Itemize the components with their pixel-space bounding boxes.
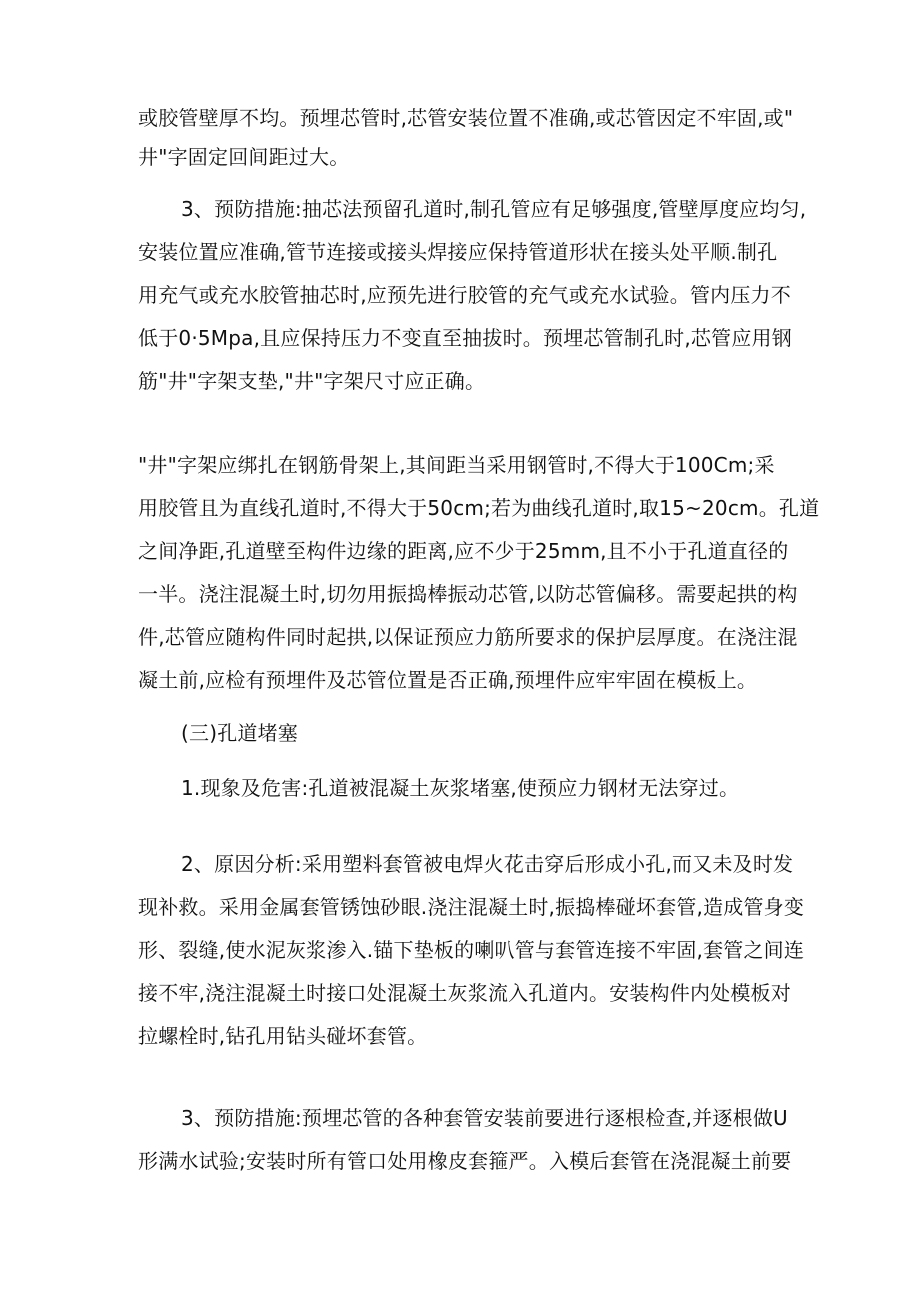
section-heading: (三)孔道堵塞: [181, 721, 299, 745]
text-line: 2、原因分析:采用塑料套管被电焊火花击穿后形成小孔,而又未及时发: [181, 852, 794, 876]
text-line: 件,芯管应随构件同时起拱,以保证预应力筋所要求的保护层厚度。在浇注混: [138, 625, 798, 649]
text-line: "井"字架应绑扎在钢筋骨架上,其间距当采用钢管时,不得大于100Cm;采: [138, 453, 775, 477]
text-line: 用充气或充水胶管抽芯时,应预先进行胶管的充气或充水试验。管内压力不: [138, 283, 791, 307]
text-line: 形满水试验;安装时所有管口处用橡皮套箍严。入模后套管在浇混凝土前要: [138, 1149, 792, 1173]
text-line: 3、预防措施:预埋芯管的各种套管安装前要进行逐根检查,并逐根做U: [181, 1106, 788, 1130]
text-line: 一半。浇注混凝土时,切勿用振捣棒振动芯管,以防芯管偏移。需要起拱的构: [138, 582, 798, 606]
text-line: 接不牢,浇注混凝土时接口处混凝土灰浆流入孔道内。安装构件内处模板对: [138, 981, 791, 1005]
text-line: 低于0·5Mpa,且应保持压力不变直至抽拔时。预埋芯管制孔时,芯管应用钢: [138, 326, 792, 350]
text-line: 3、预防措施:抽芯法预留孔道时,制孔管应有足够强度,管壁厚度应均匀,: [181, 197, 807, 221]
text-line: 用胶管且为直线孔道时,不得大于50cm;若为曲线孔道时,取15~20cm。孔道: [138, 496, 820, 520]
text-line: 安装位置应准确,管节连接或接头焊接应保持管道形状在接头处平顺.制孔: [138, 240, 778, 264]
text-line: 井"字固定回间距过大。: [138, 145, 350, 169]
text-line: 之间净距,孔道壁至构件边缘的距离,应不少于25mm,且不小于孔道直径的: [138, 539, 789, 563]
text-line: 形、裂缝,使水泥灰浆渗入.锚下垫板的喇叭管与套管连接不牢固,套管之间连: [138, 938, 805, 962]
text-line: 1.现象及危害:孔道被混凝土灰浆堵塞,使预应力钢材无法穿过。: [181, 776, 740, 800]
text-line: 拉螺栓时,钻孔用钻头碰坏套管。: [138, 1024, 428, 1048]
text-line: 筋"井"字架支垫,"井"字架尺寸应正确。: [138, 369, 486, 393]
text-line: 凝土前,应检有预埋件及芯管位置是否正确,预埋件应牢牢固在模板上。: [138, 668, 758, 692]
text-line: 现补救。采用金属套管锈蚀砂眼.浇注混凝土时,振捣棒碰坏套管,造成管身变: [138, 895, 805, 919]
text-line: 或胶管壁厚不均。预埋芯管时,芯管安装位置不准确,或芯管因定不牢固,或": [138, 106, 794, 130]
